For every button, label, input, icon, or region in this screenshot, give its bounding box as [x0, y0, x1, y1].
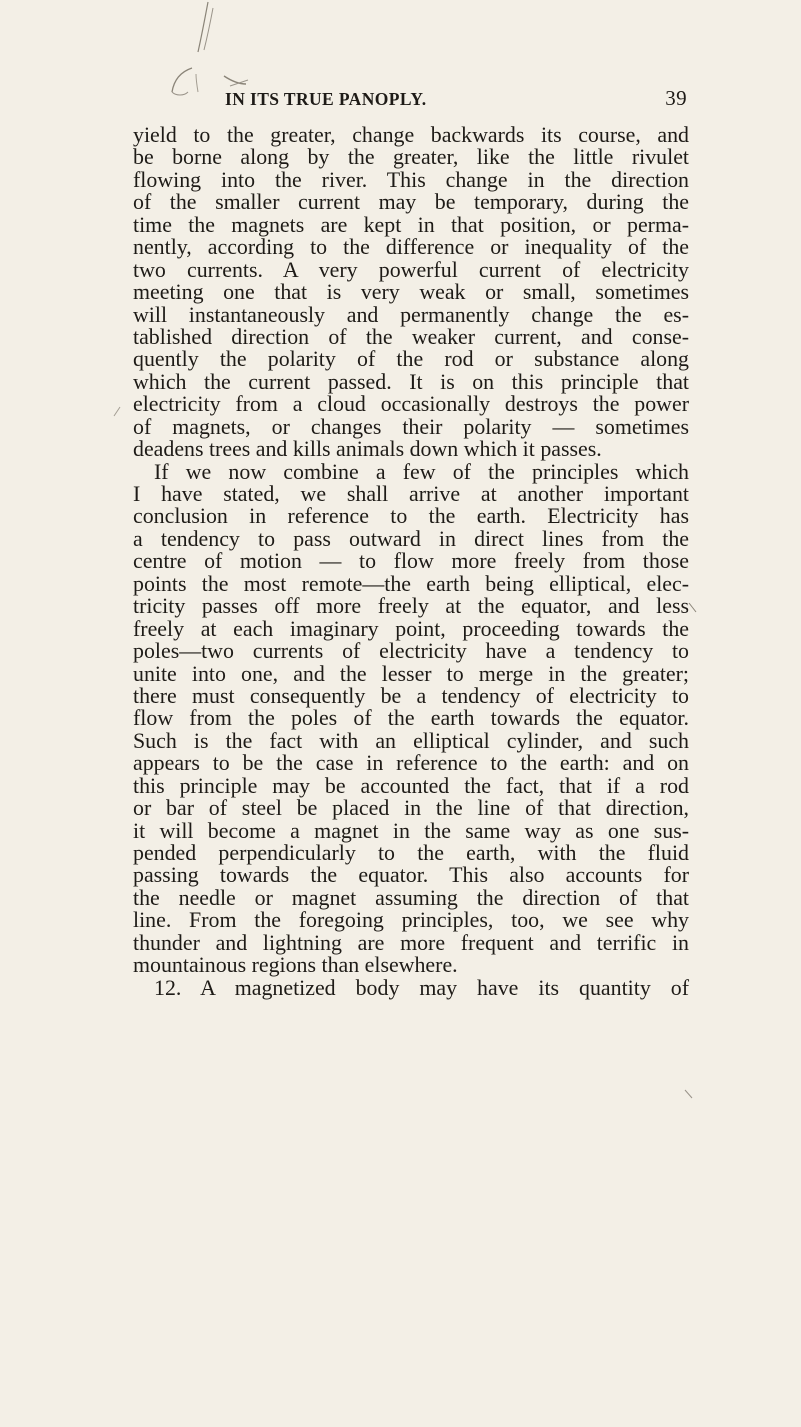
text-line: quently the polarity of the rod or substance along [133, 346, 689, 372]
text-line: 12. A magnetized body may have its quantity of [154, 974, 689, 1000]
text-line: centre of motion — to flow more freely from those [133, 548, 689, 574]
body-text [133, 124, 689, 999]
text-line: flowing into the river. This change in the direction [133, 166, 689, 192]
text-line: will instantaneously and permanently change the es- [133, 301, 689, 327]
text-line: there must consequently be a tendency of electricity to [133, 682, 689, 708]
text-line: points the most remote—the earth being elliptical, elec- [133, 570, 689, 596]
page-header [225, 86, 687, 115]
text-line: mountainous regions than elsewhere. [133, 952, 458, 978]
text-line: meeting one that is very weak or small, sometimes [133, 279, 689, 305]
text-line: If we now combine a few of the principles which [154, 458, 689, 484]
text-line: freely at each imaginary point, proceeding towards the [133, 615, 689, 641]
text-line: tricity passes off more freely at the equator, and less [133, 593, 689, 619]
text-line: be borne along by the greater, like the little rivulet [133, 144, 689, 170]
text-line: Such is the fact with an elliptical cylinder, and such [133, 727, 689, 753]
text-line: thunder and lightning are more frequent and terrific in [133, 929, 689, 955]
text-line: yield to the greater, change backwards its course, and [133, 122, 689, 147]
text-line: I have stated, we shall arrive at another important [133, 481, 689, 506]
text-line: unite into one, and the lesser to merge in the greater; [133, 660, 689, 686]
text-line: the needle or magnet assuming the direction of that [133, 884, 689, 910]
text-line: of the smaller current may be temporary, during the [133, 189, 689, 215]
text-line: poles—two currents of electricity have a tendency to [133, 638, 689, 664]
text-line: line. From the foregoing principles, too, we see why [133, 907, 689, 933]
text-line: appears to be the case in reference to the earth: and on [133, 750, 689, 776]
text-line: time the magnets are kept in that position, or perma- [133, 211, 689, 237]
text-line: nently, according to the difference or inequality of the [133, 234, 689, 260]
text-line: passing towards the equator. This also accounts for [133, 862, 689, 888]
text-line: two currents. A very powerful current of electricity [133, 256, 689, 282]
text-line: which the current passed. It is on this principle that [133, 368, 689, 394]
page-number: 39 [665, 86, 687, 110]
running-head: IN ITS TRUE PANOPLY. [225, 89, 427, 109]
text-line: deadens trees and kills animals down which it passes. [133, 436, 602, 462]
text-line: of magnets, or changes their polarity — sometimes [133, 413, 689, 439]
text-line: electricity from a cloud occasionally destroys the power [133, 391, 689, 417]
text-line: flow from the poles of the earth towards the equator. [133, 705, 689, 731]
text-line: it will become a magnet in the same way as one sus- [133, 817, 689, 843]
text-line: tablished direction of the weaker current, and conse- [133, 323, 689, 349]
text-line: a tendency to pass outward in direct lines from the [133, 525, 689, 551]
margin-pencil-tick [112, 406, 122, 418]
text-line: or bar of steel be placed in the line of that direction, [133, 795, 689, 821]
margin-pencil-tick [684, 1088, 694, 1100]
margin-pencil-tick [688, 602, 698, 614]
text-line: conclusion in reference to the earth. Electricity has [133, 503, 689, 529]
text-line: this principle may be accounted the fact, that if a rod [133, 772, 689, 798]
text-line: pended perpendicularly to the earth, with the fluid [133, 840, 689, 865]
